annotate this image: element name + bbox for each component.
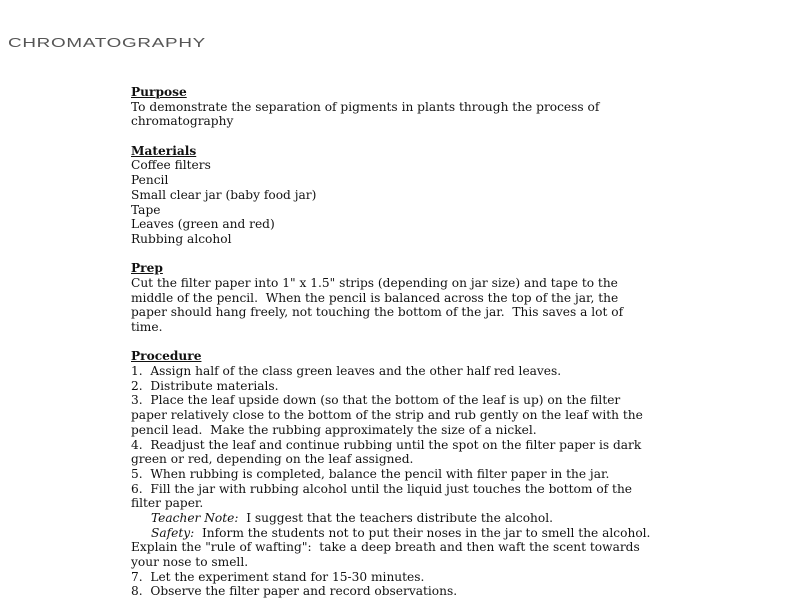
text-line [131, 217, 650, 232]
section-heading: Procedure [131, 349, 202, 364]
line-text: Explain the "rule of wafting": take a deep breath and then waft the scent towards [131, 540, 640, 555]
note-line [131, 526, 650, 541]
line-text: chromatography [131, 114, 234, 129]
text-line [131, 100, 650, 115]
text-line [131, 320, 650, 335]
line-text: pencil lead. Make the rubbing approximately the size of a nickel. [131, 422, 537, 437]
blank-line [131, 247, 650, 262]
section-heading: Materials [131, 143, 197, 158]
text-line [131, 158, 650, 173]
line-text: Coffee filters [131, 158, 211, 173]
text-line [131, 188, 650, 203]
text-line [131, 555, 650, 570]
line-text: Small clear jar (baby food jar) [131, 187, 317, 202]
text-line [131, 540, 650, 555]
document-body [131, 85, 650, 599]
note-label: Teacher Note: [151, 510, 239, 525]
text-line [131, 305, 650, 320]
line-text: paper relatively close to the bottom of the strip and rub gently on the leaf with the [131, 408, 643, 423]
line-text: filter paper. [131, 496, 204, 511]
line-text: 2. Distribute materials. [131, 378, 279, 393]
text-line [131, 570, 650, 585]
text-line [131, 438, 650, 453]
line-text: Pencil [131, 173, 169, 188]
text-line [131, 203, 650, 218]
text-line [131, 173, 650, 188]
line-text: 3. Place the leaf upside down (so that the bottom of the leaf is up) on the filter [131, 393, 621, 408]
text-line [131, 408, 650, 423]
text-line [131, 496, 650, 511]
line-text: paper should hang freely, not touching the bottom of the jar. This saves a lot of [131, 305, 624, 320]
section-heading: Prep [131, 261, 163, 276]
section-purpose [131, 85, 650, 144]
line-text: 6. Fill the jar with rubbing alcohol until the liquid just touches the bottom of the [131, 481, 633, 496]
text-line [131, 423, 650, 438]
line-text: green or red, depending on the leaf assigned. [131, 452, 414, 467]
line-text: Leaves (green and red) [131, 217, 275, 232]
line-text: 4. Readjust the leaf and continue rubbing until the spot on the filter paper is dark [131, 437, 642, 452]
line-text: time. [131, 320, 163, 334]
text-line [131, 114, 650, 129]
note-line [131, 511, 650, 526]
blank-line [131, 335, 650, 350]
line-text: Inform the students not to put their noses in the jar to smell the alcohol. [194, 525, 651, 540]
section-prep [131, 261, 650, 349]
text-line [131, 379, 650, 394]
section-heading: Purpose [131, 85, 187, 99]
line-text: I suggest that the teachers distribute the alcohol. [238, 510, 554, 525]
section-materials [131, 144, 650, 262]
text-line [131, 232, 650, 247]
line-text: middle of the pencil. When the pencil is balanced across the top of the jar, the [131, 290, 619, 305]
line-text: 1. Assign half of the class green leaves and the other half red leaves. [131, 364, 562, 379]
section-procedure [131, 349, 650, 599]
line-text: 7. Let the experiment stand for 15-30 minutes. [131, 569, 425, 584]
text-line [131, 467, 650, 482]
line-text: Rubbing alcohol [131, 231, 232, 246]
line-text: your nose to smell. [131, 555, 249, 569]
line-text: 5. When rubbing is completed, balance the pencil with filter paper in the jar. [131, 466, 610, 481]
text-line [131, 276, 650, 291]
text-line [131, 291, 650, 306]
line-text: Cut the filter paper into 1" x 1.5" strips (depending on jar size) and tape to the [131, 275, 618, 290]
line-text: 8. Observe the filter paper and record observations. [131, 584, 458, 599]
line-text: Tape [131, 202, 161, 217]
text-line [131, 452, 650, 467]
text-line [131, 482, 650, 497]
document-title: CHROMATOGRAPHY [8, 35, 206, 50]
text-line [131, 364, 650, 379]
text-line [131, 393, 650, 408]
text-line [131, 584, 650, 599]
note-label: Safety: [151, 525, 195, 540]
blank-line [131, 129, 650, 144]
line-text: To demonstrate the separation of pigments in plants through the process of [131, 99, 600, 114]
